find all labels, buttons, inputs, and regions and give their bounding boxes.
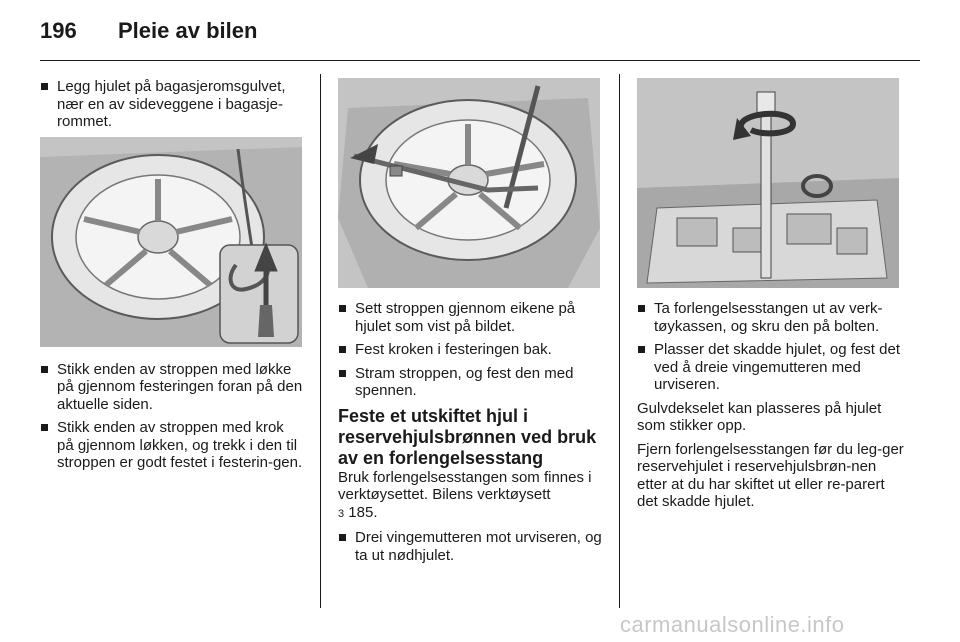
bullet-square-icon [339, 305, 346, 312]
figure-strap-spokes [338, 78, 600, 288]
bullet-square-icon [638, 346, 645, 353]
list-item-text: Legg hjulet på bagasjeromsgulvet, nær en av sideveggene i bagasje-rommet. [57, 78, 286, 130]
page-number: 196 [40, 18, 77, 43]
list-item [40, 361, 304, 414]
list-item-text: Drei vingemutteren mot urviseren, og ta ut nødhjulet. [355, 529, 602, 564]
column-divider [320, 74, 321, 608]
bullet-square-icon [41, 366, 48, 373]
bullet-square-icon [339, 534, 346, 541]
extension-rod-toolkit-icon [637, 78, 899, 288]
body-paragraph: Fjern forlengelsesstangen før du leg-ger reservehjulet i reservehjulsbrøn-nen etter at du har skiftet ut eller re-parert det skadde hjulet. [637, 440, 904, 510]
list-item [338, 300, 606, 335]
column-3 [637, 78, 907, 517]
list-item [637, 300, 907, 335]
watermark: carmanualsonline.info [620, 612, 845, 637]
body-paragraph: Gulvdekselet kan plasseres på hjulet som stikker opp. [637, 399, 882, 434]
page-title: Pleie av bilen [118, 18, 258, 43]
column-1 [40, 78, 304, 478]
bullet-square-icon [339, 370, 346, 377]
list-item-text: Stikk enden av stroppen med løkke på gjennom festeringen foran på den aktuelle siden. [57, 360, 303, 413]
bullet-square-icon [41, 83, 48, 90]
list-item-text: Plasser det skadde hjulet, og fest det ved å dreie vingemutteren med urviseren. [654, 341, 900, 393]
bullet-square-icon [638, 305, 645, 312]
section-heading: Feste et utskiftet hjul i reservehjulsbrønnen ved bruk av en forlengelsesstang [338, 405, 597, 468]
list-item-text: Ta forlengelsesstangen ut av verk-tøykassen, og skru den på bolten. [654, 300, 883, 335]
list-item-text: Stikk enden av stroppen med krok på gjennom løkken, og trekk i den til stroppen er godt festet i festerin-gen. [57, 419, 303, 471]
bullet-square-icon [339, 346, 346, 353]
page-reference: 185. [348, 503, 378, 521]
list-item [40, 78, 304, 131]
strap-through-spokes-icon [338, 78, 600, 288]
list-item-text: Fest kroken i festeringen bak. [355, 341, 552, 358]
header-rule [40, 60, 920, 61]
body-paragraph [338, 469, 606, 524]
list-item [338, 365, 606, 400]
list-item-text: Sett stroppen gjennom eikene på hjulet som vist på bildet. [355, 300, 576, 335]
bullet-square-icon [41, 424, 48, 431]
list-item [40, 419, 304, 472]
column-divider [619, 74, 620, 608]
figure-extension-rod [637, 78, 899, 288]
list-item [338, 529, 606, 564]
paragraph-text: Bruk forlengelsesstangen som finnes i verktøysettet. Bilens verktøysett [338, 468, 592, 503]
page-reference-arrow-icon: 3 [338, 507, 345, 520]
list-item [637, 341, 907, 394]
list-item [338, 341, 606, 359]
column-2 [338, 78, 606, 570]
list-item-text: Stram stroppen, og fest den med spennen. [355, 364, 574, 399]
spare-wheel-strap-loop-icon [40, 137, 302, 347]
figure-wheel-strap-loop [40, 137, 302, 347]
